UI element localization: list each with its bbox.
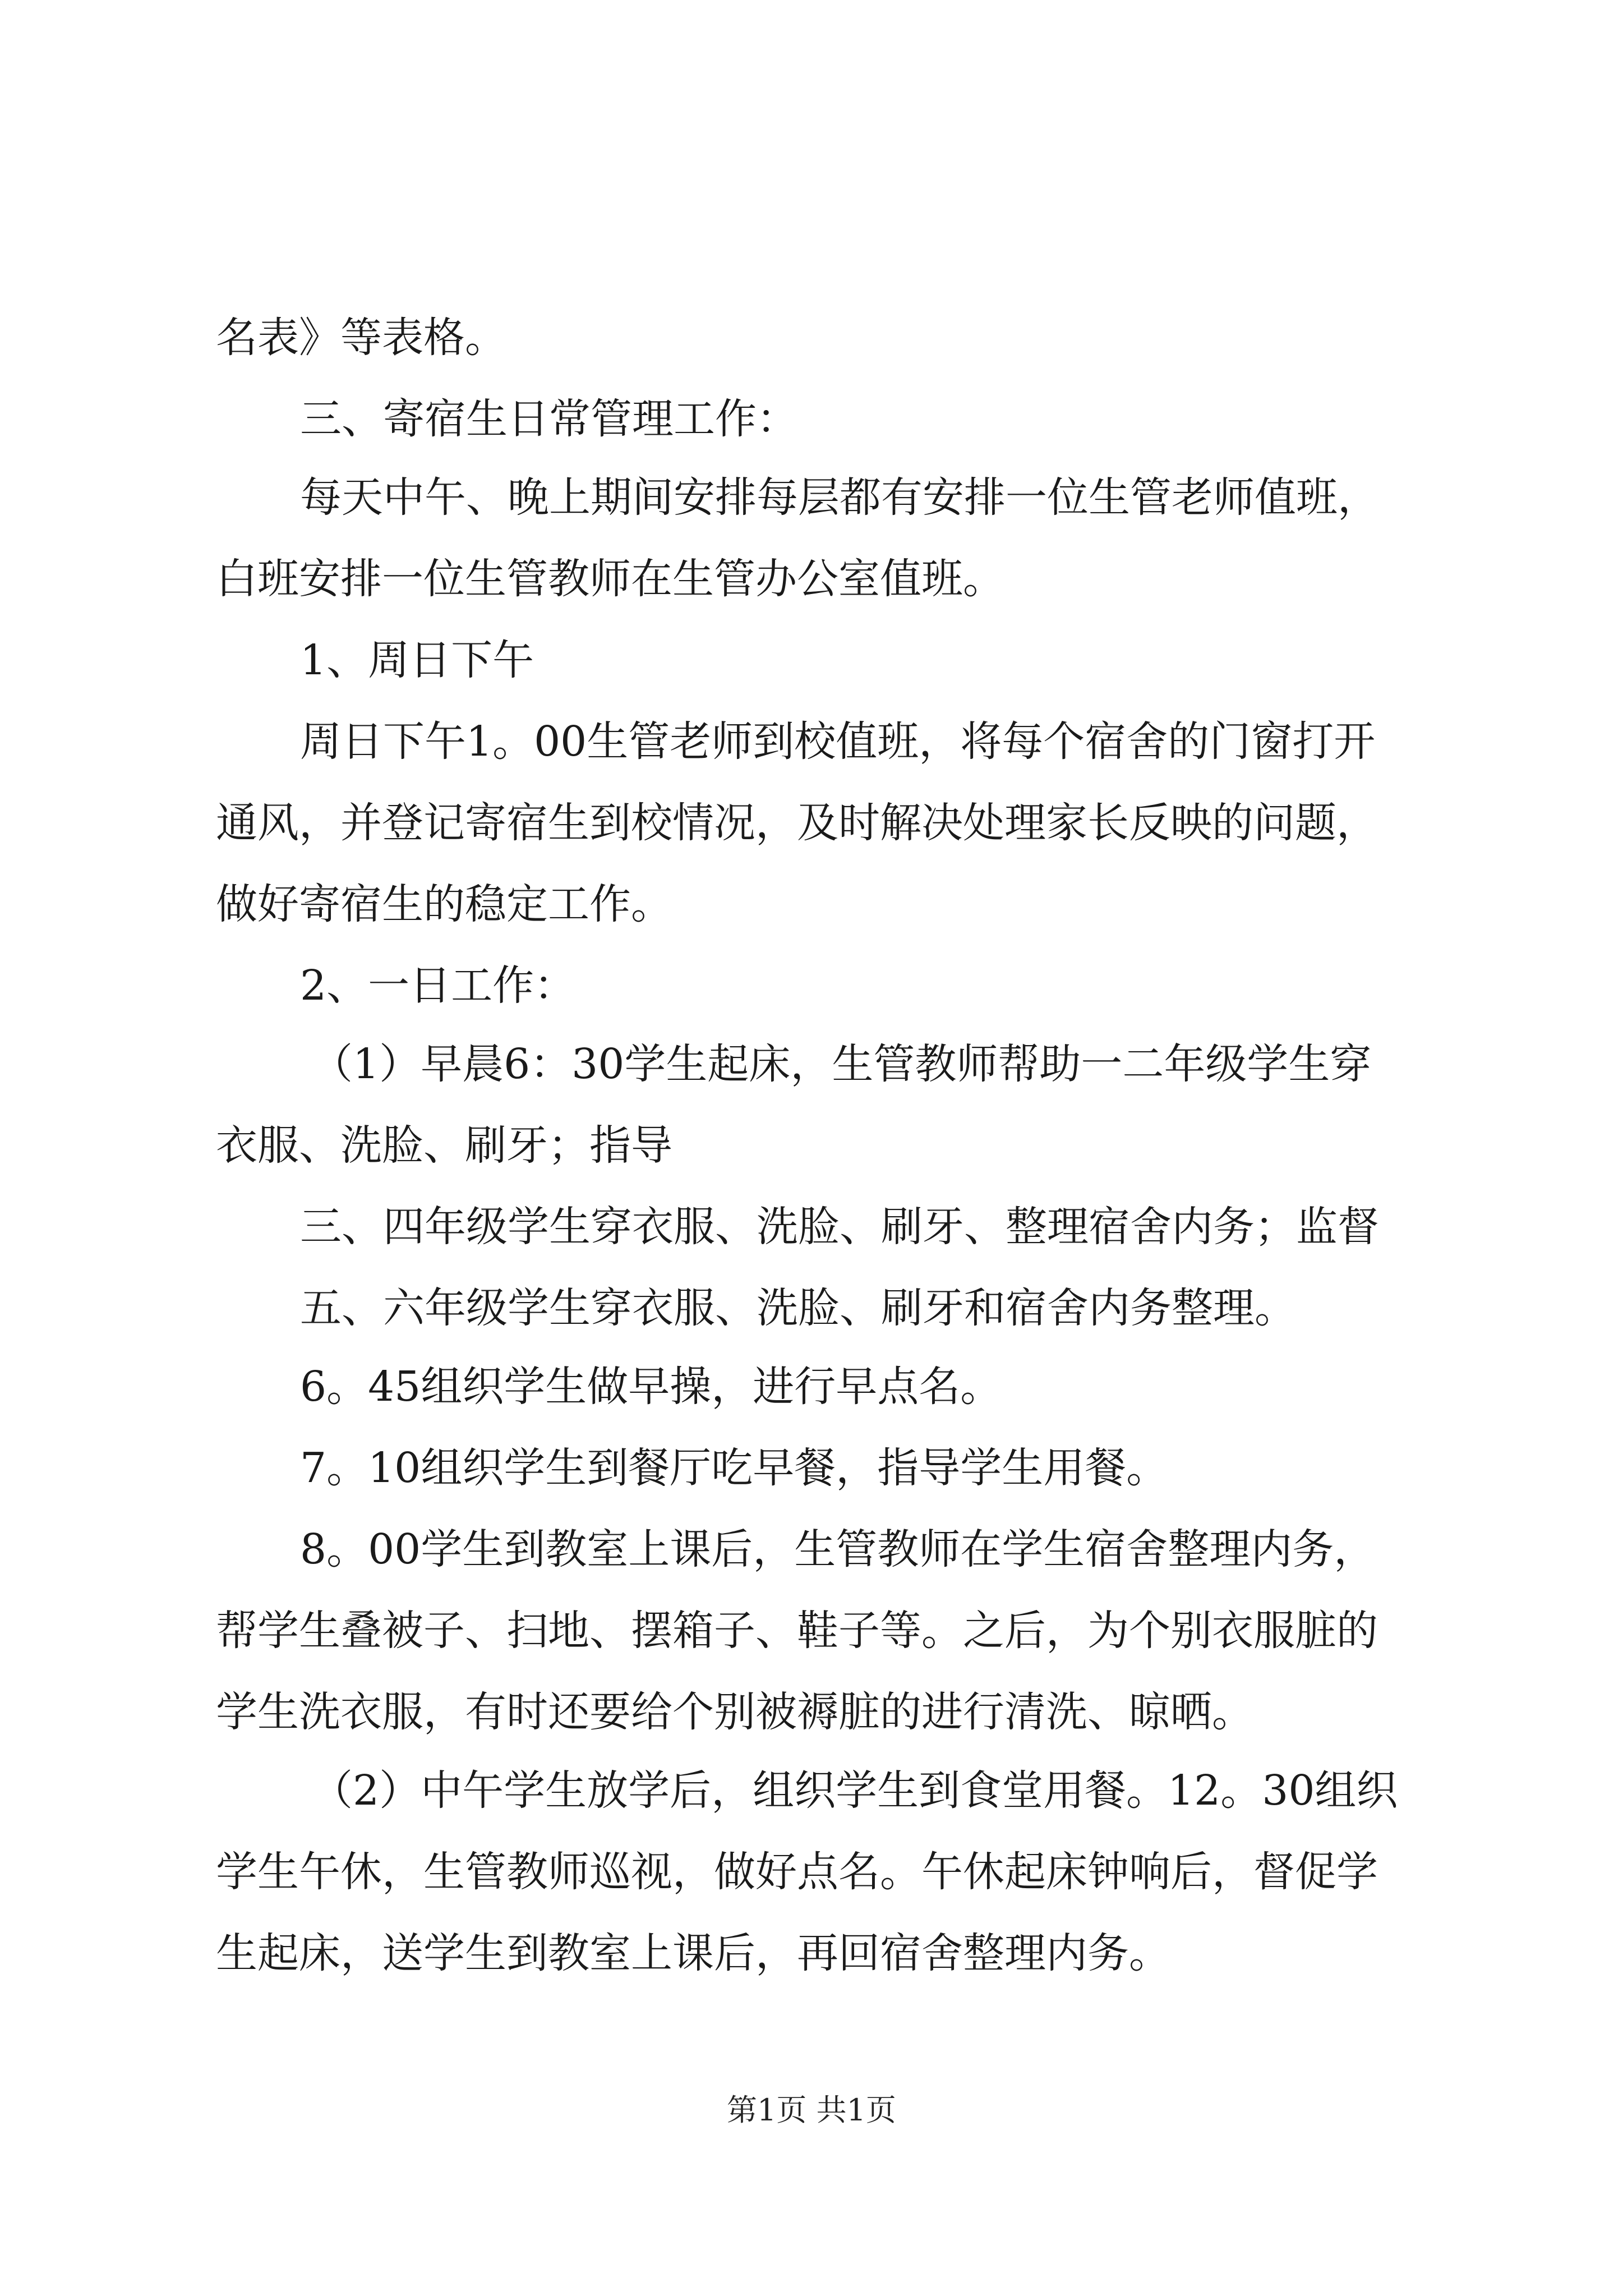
text-line: 生起床，送学生到教室上课后，再回宿舍整理内务。 (216, 1929, 1170, 1977)
text-line: 名表》等表格。 (216, 314, 506, 362)
text-line: 帮学生叠被子、扫地、摆箱子、鞋子等。之后，为个别衣服脏的 (216, 1607, 1378, 1655)
text-line: （2）中午学生放学后，组织学生到食堂用餐。12。30组织 (311, 1766, 1398, 1815)
text-line: 通风，并登记寄宿生到校情况，及时解决处理家长反映的问题， (216, 799, 1378, 847)
text-line: 三、四年级学生穿衣服、洗脸、刷牙、整理宿舍内务；监督 (300, 1203, 1379, 1251)
text-line: 学生洗衣服，有时还要给个别被褥脏的进行清洗、晾晒。 (216, 1688, 1253, 1736)
text-line: 7。10组织学生到餐厅吃早餐，指导学生用餐。 (300, 1444, 1168, 1492)
section-heading: 三、寄宿生日常管理工作： (300, 395, 798, 443)
text-line: 学生午休，生管教师巡视，做好点名。午休起床钟响后，督促学 (216, 1848, 1378, 1896)
subheading: 2、一日工作： (300, 961, 576, 1010)
text-line: 6。45组织学生做早操，进行早点名。 (300, 1363, 1002, 1411)
text-line: 五、六年级学生穿衣服、洗脸、刷牙和宿舍内务整理。 (300, 1284, 1296, 1332)
text-line: 做好寄宿生的稳定工作。 (216, 880, 672, 928)
page-footer: 第1页 共1页 (727, 2092, 896, 2128)
subheading: 1、周日下午 (300, 636, 534, 684)
text-line: （1）早晨6：30学生起床，生管教师帮助一二年级学生穿 (311, 1040, 1372, 1088)
text-line: 8。00学生到教室上课后，生管教师在学生宿舍整理内务， (300, 1525, 1376, 1573)
text-line: 白班安排一位生管教师在生管办公室值班。 (216, 555, 1004, 603)
text-line: 周日下午1。00生管老师到校值班，将每个宿舍的门窗打开 (300, 717, 1376, 766)
text-line: 衣服、洗脸、刷牙；指导 (216, 1121, 672, 1170)
text-line: 每天中午、晚上期间安排每层都有安排一位生管老师值班， (300, 473, 1379, 522)
